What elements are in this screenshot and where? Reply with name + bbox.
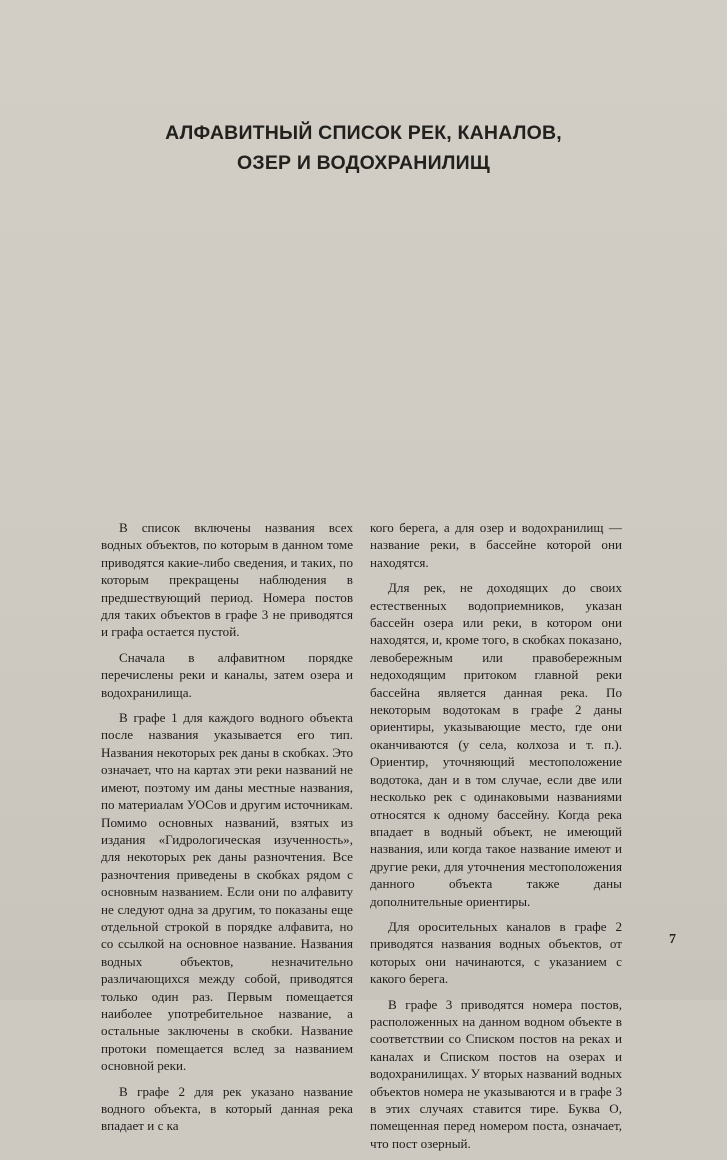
- paragraph: Для оросительных каналов в графе 2 приводятся названия водных объектов, от которых они начинаются, с указанием с какого берега.: [370, 918, 622, 987]
- left-column: [101, 519, 353, 1143]
- paragraph-continued: кого берега, а для озер и водохранилищ — название реки, в бассейне которой они находятся.: [370, 520, 622, 570]
- paragraph: В графе 2 для рек указано название водного объекта, в который данная река впадает и с ка: [101, 1083, 353, 1134]
- paragraph: В графе 3 приводятся номера постов, расположенных на данном водном объекте в соответствии со Списком постов на реках и каналах и Списком постов на озерах и водохранилищах. У вторых названий водных объектов номера не указываются и в графе 3 в этих случаях ставится тире. Буква О, помещенная перед номером поста, означает, что пост озерный.: [370, 996, 622, 1151]
- title-line-2: ОЗЕР И ВОДОХРАНИЛИЩ: [237, 152, 490, 174]
- page-number: 7: [669, 932, 676, 947]
- title-line-1: АЛФАВИТНЫЙ СПИСОК РЕК, КАНАЛОВ,: [165, 122, 562, 144]
- paragraph: Сначала в алфавитном порядке перечислены реки и каналы, затем озера и водохранилища.: [101, 649, 353, 700]
- right-column: [370, 519, 622, 1160]
- paragraph: В графе 1 для каждого водного объекта после названия указывается его тип. Названия некоторых рек даны в скобках. Это означает, что на картах эти реки названий не имеют, поэтому им даны местные названия, по материалам УОСов и другим источникам. Помимо основных названий, взятых из издания «Гидрологическая изученность», для некоторых рек даны разночтения. Все разночтения приведены в скобках рядом с основным названием. Если они по алфавиту не следуют одна за другим, то показаны еще отдельной строкой в порядке алфавита, но со ссылкой на основное название. Названия водных объектов, незначительно различающихся между собой, приводятся только один раз. Первым помещается наиболее употребительное название, а остальные заключены в скобки. Название протоки помещается вслед за названием основной реки.: [101, 710, 353, 1074]
- page-title: [0, 118, 727, 178]
- paragraph: В список включены названия всех водных объектов, по которым в данном томе приводятся какие-либо сведения, и таких, по которым прекращены наблюдения в предшествующий период. Номера постов для таких объектов в графе 3 не приводятся и графа остается пустой.: [101, 520, 353, 640]
- paragraph: Для рек, не доходящих до своих естественных водоприемников, указан бассейн озера или реки, в котором они находятся, и, кроме того, в скобках показано, левобережным или правобережным недоходящим притоком главной реки бассейна является данная река. По некоторым водотокам в графе 2 даны ориентиры, указывающие место, где они оканчиваются (у села, колхоза и т. п.). Ориентир, уточняющий местоположение водотока, дан и в том случае, если две или несколько рек с одинаковыми названиями относятся к одному бассейну. Когда река впадает в водный объект, не имеющий названия, или когда такое название имеют и другие реки, для уточнения местоположения данного объекта также даны дополнительные ориентиры.: [370, 580, 622, 909]
